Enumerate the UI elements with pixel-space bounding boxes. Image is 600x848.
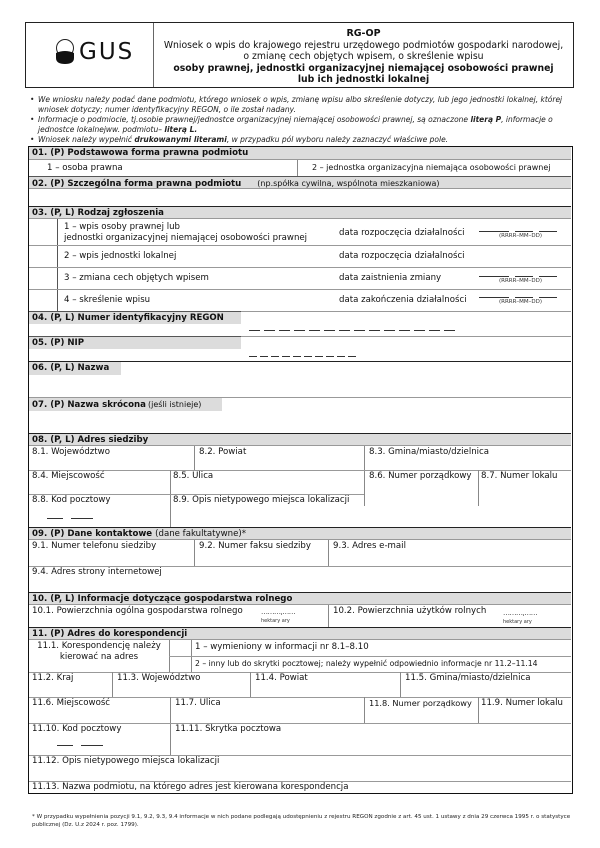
postal-code-input[interactable] xyxy=(47,518,93,519)
field-11-13-label: 11.13. Nazwa podmiotu, na którego adres jest kierowana korespondencja xyxy=(32,782,349,792)
section-07-header xyxy=(29,398,222,411)
section-02-title: 02. (P) Szczególna forma prawna podmiotu xyxy=(32,179,242,189)
field-11-2-label: 11.2. Kraj xyxy=(32,673,74,683)
field-9-4[interactable] xyxy=(29,566,571,592)
field-9-2-label: 9.2. Numer faksu siedziby xyxy=(199,541,311,551)
section-08-header xyxy=(29,433,571,446)
instruction-2-mid: , informacje o jednostce lokalnejww. podmiotu– xyxy=(38,115,553,134)
section-11-header xyxy=(29,627,571,640)
postal-code-input-11[interactable] xyxy=(57,745,103,746)
checkbox-03-2[interactable] xyxy=(29,245,57,267)
option-03-1-line1: 1 – wpis osoby prawnej lub xyxy=(64,222,180,232)
field-10-2 xyxy=(330,605,530,627)
field-11-3-label: 11.3. Województwo xyxy=(117,673,201,683)
instruction-3 xyxy=(30,135,575,145)
field-8-6-label: 8.6. Numer porządkowy xyxy=(369,471,472,481)
field-11-6-label: 11.6. Miejscowość xyxy=(32,698,111,708)
section-09-header xyxy=(29,527,571,540)
footnote: * W przypadku wypełnienia pozycji 9.1, 9.2, 9.3, 9.4 informacje w nich podane podlegają udostępnieniu z rejestru REGON zgodnie z art. 45 ust. 1 ustawy z dnia 29 czerwca 1995 r. o statystyce publicznej (Dz. U.z 2024 r. poz. 1799). xyxy=(32,814,571,828)
field-8-1[interactable] xyxy=(29,446,194,470)
logo-text: GUS xyxy=(79,39,135,65)
checkbox-11-2[interactable] xyxy=(169,656,191,672)
regon-input[interactable] xyxy=(249,330,455,331)
date-format-hint: (RRRR–MM–DD) xyxy=(499,278,543,284)
divider xyxy=(328,605,329,627)
form-title-bold1: osoby prawnej, jednostki organizacyjnej niemającej osobowości prawnej xyxy=(173,62,554,74)
option-03-1-line2: jednostki organizacyjnej niemającej osobowości prawnej xyxy=(64,232,308,243)
section-05-title: 05. (P) NIP xyxy=(32,338,85,348)
date-field-03-3[interactable] xyxy=(479,272,565,288)
field-8-8-label: 8.8. Kod pocztowy xyxy=(32,495,111,505)
area-dots: ………,…… xyxy=(503,609,538,617)
field-11-11-label: 11.11. Skrytka pocztowa xyxy=(175,724,282,734)
field-11-6[interactable] xyxy=(29,697,170,723)
field-8-4[interactable] xyxy=(29,470,170,494)
field-8-4-label: 8.4. Miejscowość xyxy=(32,471,105,481)
divider xyxy=(241,336,571,337)
section-06-header xyxy=(29,362,121,375)
option-03-3: 3 – zmiana cech objętych wpisem xyxy=(64,273,209,283)
date-label-03-2: data rozpoczęcia działalności xyxy=(339,251,465,261)
form-code: RG-OP xyxy=(346,28,381,39)
option-11-2-label: 2 – inny lub do skrytki pocztowej; należy wypełnić odpowiednio informacje nr 11.2–11.14 xyxy=(195,659,538,668)
form-title-line1: Wniosek o wpis do krajowego rejestru urzędowego podmiotów gospodarki narodowej, xyxy=(163,39,564,51)
field-11-12[interactable] xyxy=(29,755,571,781)
option-01-1-label: 1 – osoba prawna xyxy=(47,163,123,173)
field-11-7[interactable] xyxy=(170,697,364,723)
field-9-4-label: 9.4. Adres strony internetowej xyxy=(32,567,162,577)
field-02-input[interactable] xyxy=(29,189,571,206)
field-11-11[interactable] xyxy=(170,723,571,755)
field-11-5-label: 11.5. Gmina/miasto/dzielnica xyxy=(405,673,531,683)
field-9-2[interactable] xyxy=(194,540,328,566)
field-8-8[interactable] xyxy=(29,494,170,527)
section-09-note: (dane fakultatywne)* xyxy=(155,529,247,539)
gus-emblem-icon xyxy=(54,38,76,66)
option-03-2: 2 – wpis jednostki lokalnej xyxy=(64,251,177,261)
field-11-4-label: 11.4. Powiat xyxy=(255,673,308,683)
divider xyxy=(29,289,571,290)
checkbox-11-1[interactable] xyxy=(169,640,191,656)
section-08-title: 08. (P, L) Adres siedziby xyxy=(32,435,149,445)
checkbox-column-divider xyxy=(57,219,58,311)
instruction-2-bold-p: literą P xyxy=(470,115,502,124)
name-input[interactable] xyxy=(29,375,571,397)
section-10-title: 10. (P, L) Informacje dotyczące gospodarstwa rolnego xyxy=(32,594,293,604)
field-10-1-label: 10.1. Powierzchnia ogólna gospodarstwa rolnego xyxy=(32,606,243,616)
field-8-2[interactable] xyxy=(194,446,359,470)
date-format-hint: (RRRR–MM–DD) xyxy=(499,299,543,305)
instruction-1-text: We wniosku należy podać dane podmiotu, którego wniosek o wpis, zmianę wpisu albo skreślenie dotyczy, lub jego jednostki lokalnej, której wniosek dotyczy; numer identyfikacyjny REGON, o ile został nadany. xyxy=(38,95,563,114)
section-01-header xyxy=(29,147,571,160)
field-9-3[interactable] xyxy=(328,540,571,566)
form-title-block xyxy=(154,23,573,87)
form-title-line2: o zmianę cech objętych wpisem, o skreślenie wpisu xyxy=(243,51,484,62)
option-01-2-label: 2 – jednostka organizacyjna niemająca osobowości prawnej xyxy=(312,163,551,172)
date-label-03-3: data zaistnienia zmiany xyxy=(339,273,442,283)
field-11-5[interactable] xyxy=(400,672,571,697)
field-10-2-input[interactable] xyxy=(503,609,538,625)
field-10-2-label: 10.2. Powierzchnia użytków rolnych xyxy=(333,606,487,616)
checkbox-03-4[interactable] xyxy=(29,289,57,311)
divider xyxy=(29,245,571,246)
field-11-2[interactable] xyxy=(29,672,112,697)
field-8-3[interactable] xyxy=(364,446,571,470)
option-03-4: 4 – skreślenie wpisu xyxy=(64,295,151,305)
instruction-2-bold-l: literą L. xyxy=(164,125,198,134)
instruction-3-bold: drukowanymi literami xyxy=(134,135,227,144)
field-9-3-label: 9.3. Adres e-mail xyxy=(333,541,406,551)
field-11-8[interactable] xyxy=(364,697,478,723)
field-9-1[interactable] xyxy=(29,540,194,566)
instruction-1 xyxy=(30,95,575,115)
field-11-9[interactable] xyxy=(478,697,571,723)
field-9-1-label: 9.1. Numer telefonu siedziby xyxy=(32,541,157,551)
option-11-2 xyxy=(192,658,571,672)
section-01-title: 01. (P) Podstawowa forma prawna podmiotu xyxy=(32,148,249,158)
checkbox-03-1[interactable] xyxy=(29,219,57,245)
field-11-1-line2: kierować na adres xyxy=(59,651,139,662)
divider xyxy=(297,160,298,176)
field-10-1-input[interactable] xyxy=(261,608,296,624)
field-8-7-label: 8.7. Numer lokalu xyxy=(481,471,558,481)
section-10-header xyxy=(29,592,571,605)
section-07-note: (jeśli istnieje) xyxy=(147,400,202,409)
option-01-1[interactable] xyxy=(29,160,297,176)
form-title-bold2: lub ich jednostki lokalnej xyxy=(297,74,430,85)
checkbox-03-3[interactable] xyxy=(29,267,57,289)
option-03-1 xyxy=(61,221,341,244)
field-11-1 xyxy=(29,640,169,672)
instruction-3-post: , w przypadku pól wyboru należy zaznaczyć właściwe pole. xyxy=(226,135,449,144)
option-01-2[interactable] xyxy=(309,160,571,176)
section-04-header xyxy=(29,311,241,324)
field-8-3-label: 8.3. Gmina/miasto/dzielnica xyxy=(369,447,490,457)
area-units: hektary ary xyxy=(503,619,532,625)
section-03-title: 03. (P, L) Rodzaj zgłoszenia xyxy=(32,208,164,218)
section-06-title: 06. (P, L) Nazwa xyxy=(32,363,110,373)
field-11-9-label: 11.9. Numer lokalu xyxy=(481,698,563,708)
field-11-13[interactable] xyxy=(29,781,571,793)
field-11-7-label: 11.7. Ulica xyxy=(175,698,221,708)
option-11-1 xyxy=(192,641,571,656)
field-8-1-label: 8.1. Województwo xyxy=(32,447,110,457)
field-11-8-label: 11.8. Numer porządkowy xyxy=(369,698,472,708)
nip-input[interactable] xyxy=(249,356,356,357)
option-11-1-label: 1 – wymieniony w informacji nr 8.1–8.10 xyxy=(195,642,369,652)
section-11-title: 11. (P) Adres do korespondencji xyxy=(32,629,188,639)
field-11-12-label: 11.12. Opis nietypowego miejsca lokalizacji xyxy=(32,756,220,766)
section-02-header xyxy=(29,176,571,189)
field-8-5-label: 8.5. Ulica xyxy=(173,471,214,481)
field-8-9[interactable] xyxy=(170,494,571,527)
section-04-title: 04. (P, L) Numer identyfikacyjny REGON xyxy=(32,313,224,323)
field-11-10[interactable] xyxy=(29,723,170,755)
date-field-03-4[interactable] xyxy=(479,293,565,309)
instruction-2-text: Informacje o podmiocie, tj.osobie prawnej/jednostce organizacyjnej niemającej osobowości prawnej, są oznaczone xyxy=(38,115,471,124)
field-8-2-label: 8.2. Powiat xyxy=(199,447,247,457)
instructions xyxy=(30,95,575,145)
logo-area xyxy=(26,23,154,87)
form-header xyxy=(25,22,574,88)
section-03-header xyxy=(29,206,571,219)
date-format-hint: (RRRR–MM–DD) xyxy=(499,233,543,239)
short-name-input[interactable] xyxy=(29,411,571,433)
date-label-03-4: data zakończenia działalności xyxy=(339,295,467,305)
divider xyxy=(241,311,571,312)
divider xyxy=(29,267,571,268)
date-field-03-1[interactable] xyxy=(479,227,565,243)
form-frame xyxy=(28,146,573,794)
date-label-03-1: data rozpoczęcia działalności xyxy=(339,228,465,238)
area-dots: ………,…… xyxy=(261,608,296,616)
field-11-10-label: 11.10. Kod pocztowy xyxy=(32,724,122,734)
field-8-5[interactable] xyxy=(170,470,364,494)
field-11-3[interactable] xyxy=(112,672,250,697)
field-11-1-line1: 11.1. Korespondencję należy xyxy=(37,641,161,651)
section-05-header xyxy=(29,336,241,349)
field-11-4[interactable] xyxy=(250,672,400,697)
divider xyxy=(169,656,571,657)
section-09-title: 09. (P) Dane kontaktowe xyxy=(32,529,153,539)
area-units: hektary ary xyxy=(261,618,290,624)
field-8-9-label: 8.9. Opis nietypowego miejsca lokalizacji xyxy=(173,495,350,505)
gus-logo xyxy=(54,38,134,66)
section-02-note: (np.spółka cywilna, wspólnota mieszkaniowa) xyxy=(257,179,440,188)
section-07-title: 07. (P) Nazwa skrócona xyxy=(32,400,146,410)
instruction-2 xyxy=(30,115,575,135)
instruction-3-text: Wniosek należy wypełnić xyxy=(38,135,135,144)
